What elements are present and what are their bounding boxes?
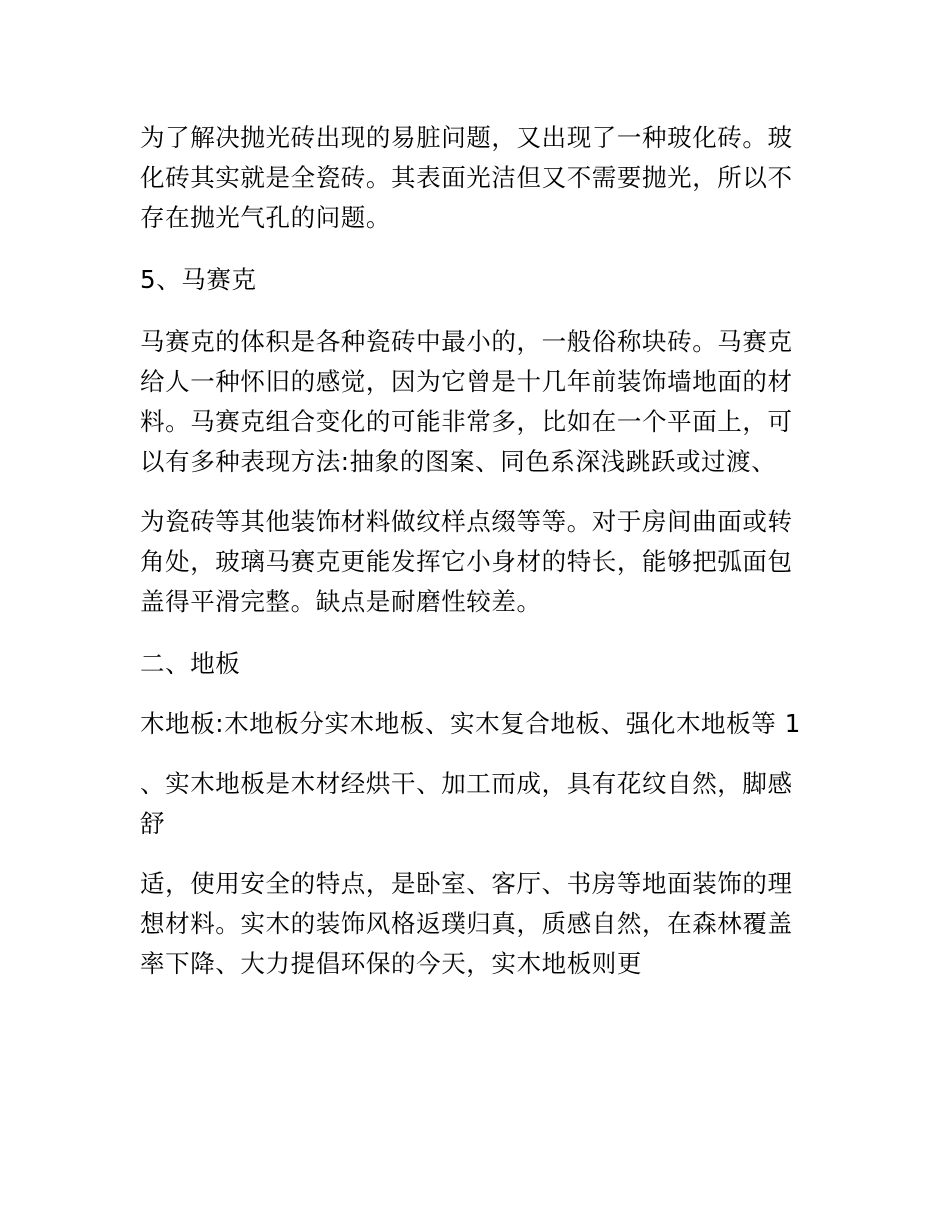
paragraph-wood-flooring-types: 木地板:木地板分实木地板、实木复合地板、强化木地板等 1	[140, 709, 801, 738]
paragraph-mosaic-intro: 马赛克的体积是各种瓷砖中最小的，一般俗称块砖。马赛克给人一种怀旧的感觉，因为它曾是十几年前装饰墙地面的材料。马赛克组合变化的可能非常多，比如在一个平面上，可以有多种表现方法:抽象的图案、同色系深浅跳跃或过渡、	[140, 327, 793, 476]
heading-mosaic: 5、马赛克	[140, 265, 257, 294]
heading-flooring: 二、地板	[140, 649, 241, 678]
paragraph-solid-wood-intro: 、实木地板是木材经烘干、加工而成，具有花纹自然，脚感舒	[140, 769, 793, 838]
paragraph-solid-wood-features: 适，使用安全的特点，是卧室、客厅、书房等地面装饰的理想材料。实木的装饰风格返璞归真，质感自然，在森林覆盖率下降、大力提倡环保的今天，实木地板则更	[140, 869, 793, 978]
paragraph-vitrified-tile: 为了解决抛光砖出现的易脏问题，又出现了一种玻化砖。玻化砖其实就是全瓷砖。其表面光洁但又不需要抛光，所以不存在抛光气孔的问题。	[140, 123, 793, 232]
paragraph-mosaic-usage: 为瓷砖等其他装饰材料做纹样点缀等等。对于房间曲面或转角处，玻璃马赛克更能发挥它小身材的特长，能够把弧面包盖得平滑完整。缺点是耐磨性较差。	[140, 507, 793, 616]
document-body	[140, 118, 805, 984]
